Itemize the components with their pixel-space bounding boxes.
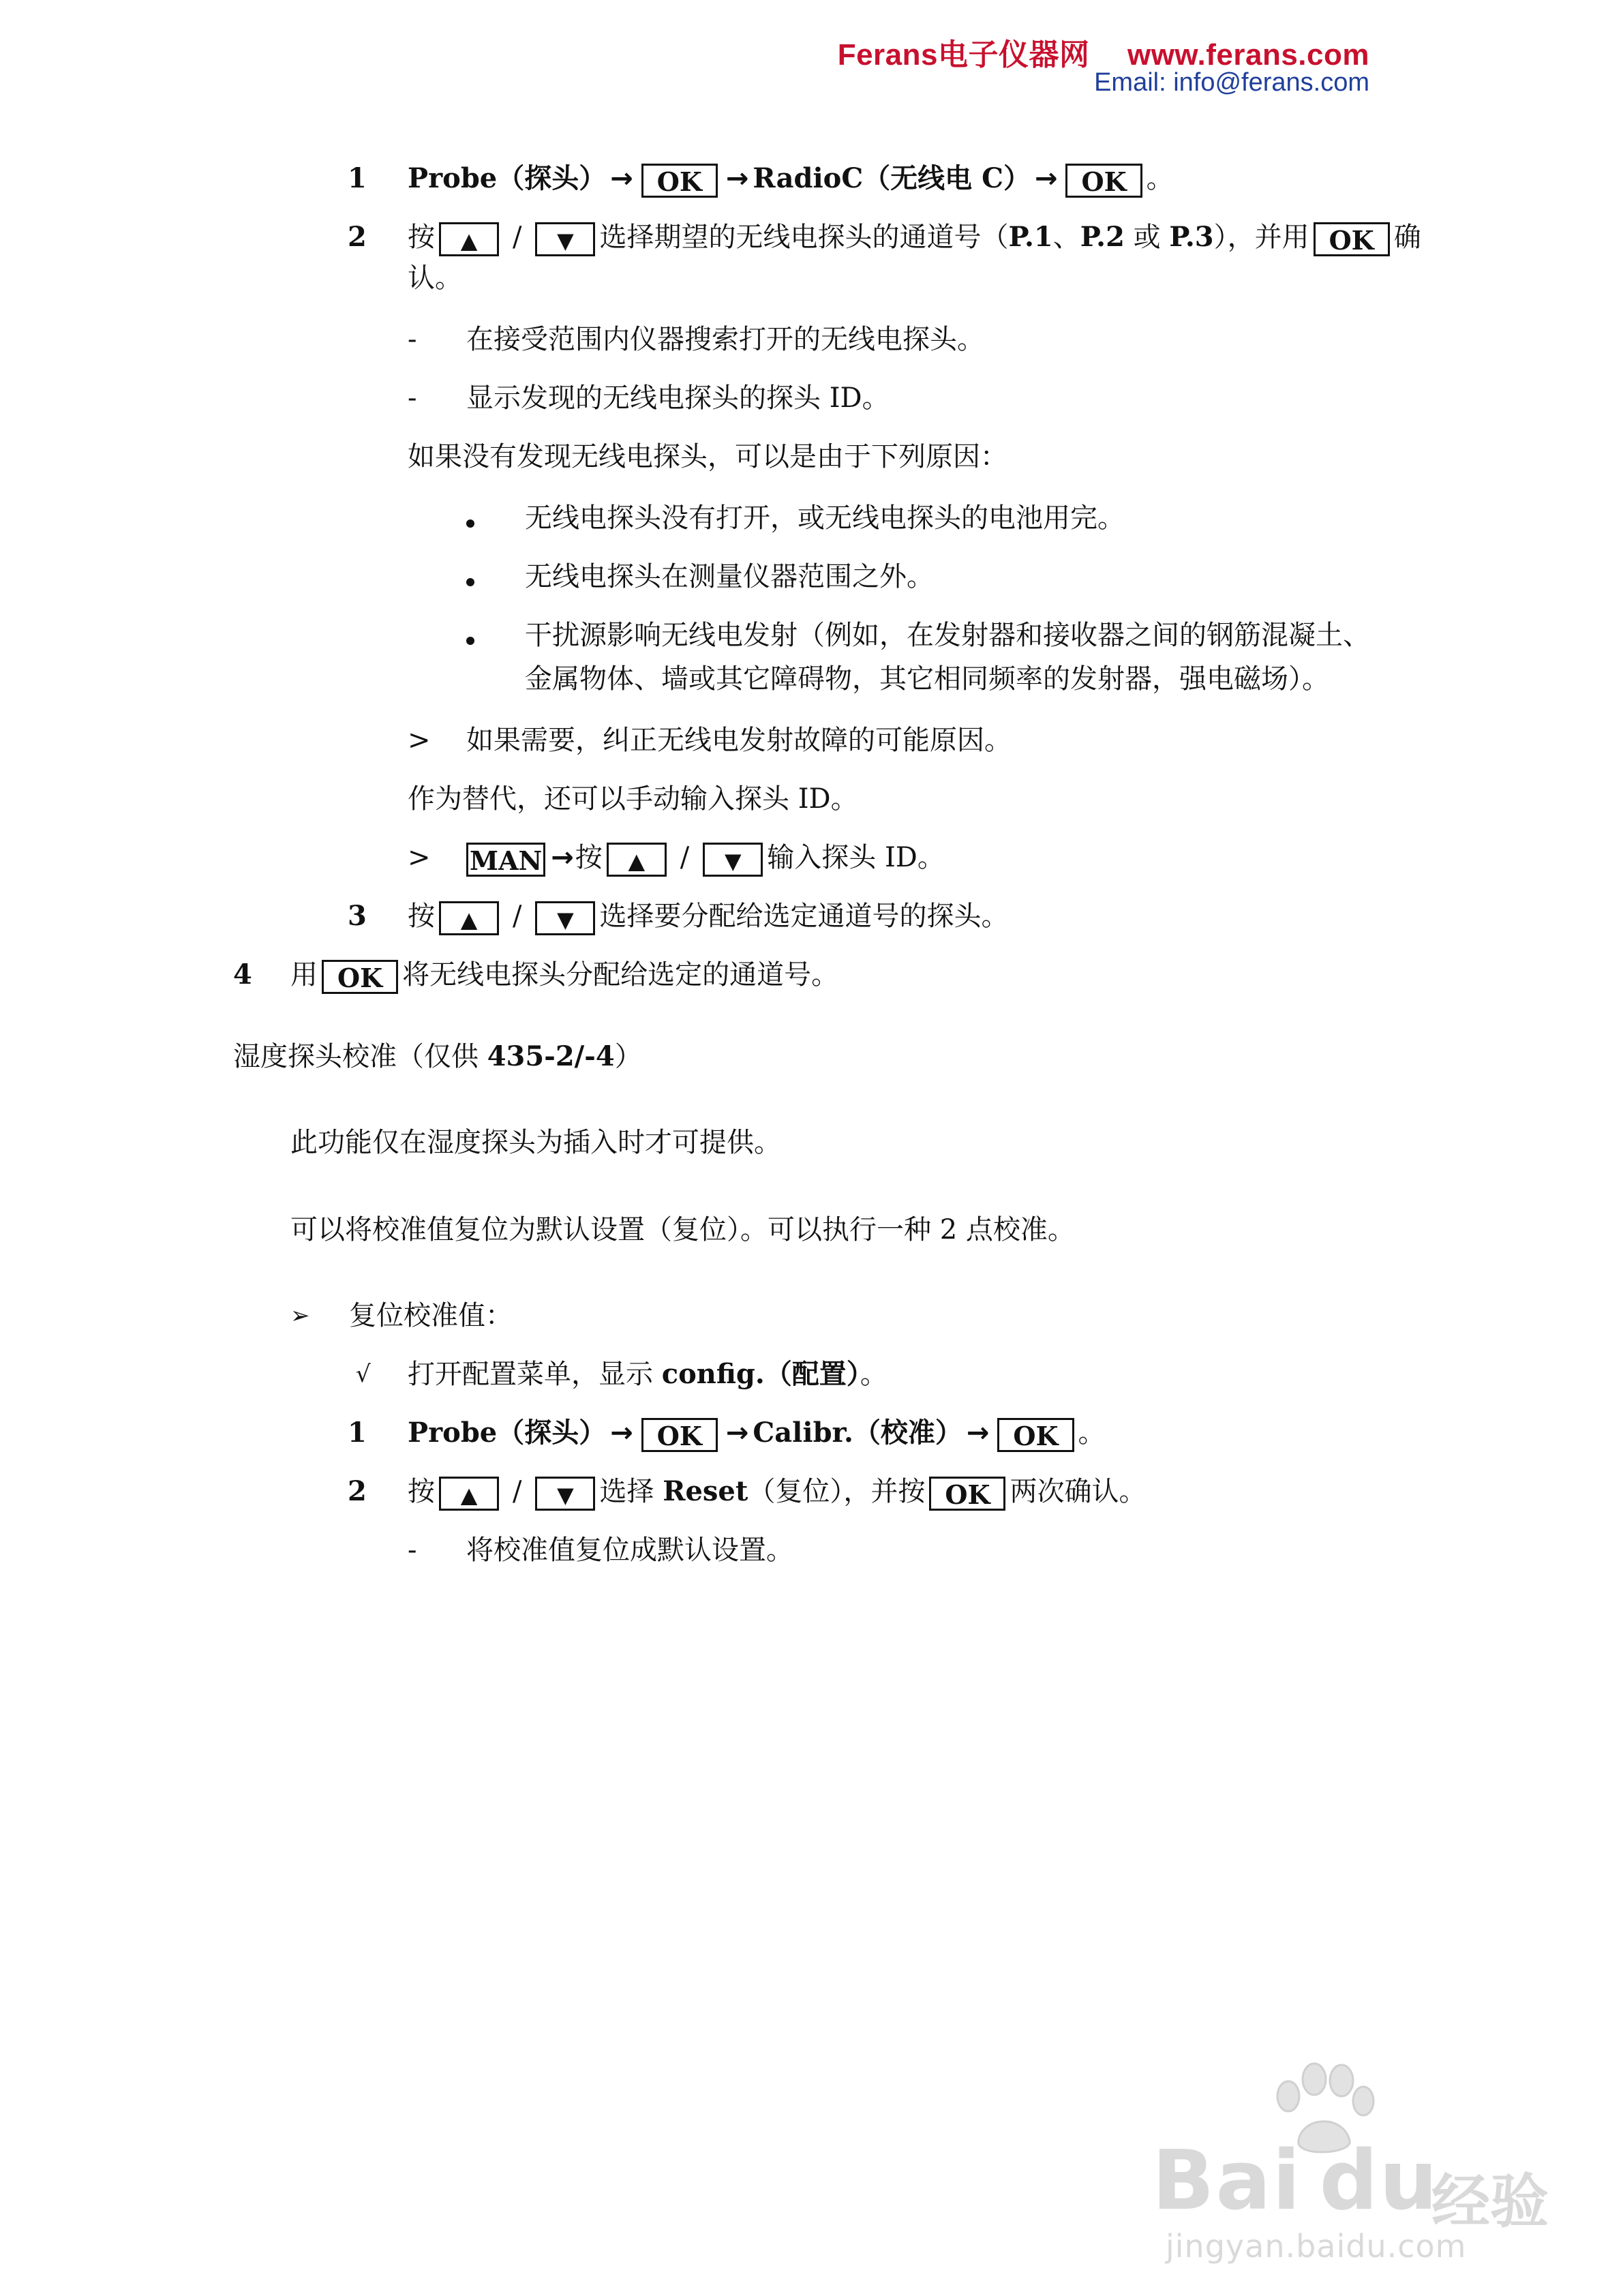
- ok-key: OK: [929, 1477, 1005, 1511]
- step-number: 2: [348, 221, 367, 253]
- arrow-icon: →: [725, 1417, 749, 1449]
- step2-line: [408, 218, 1421, 256]
- calibr-menu-label: Calibr.（校准）: [753, 1417, 962, 1449]
- paragraph: 此功能仅在湿度探头为插入时才可提供。: [290, 1127, 781, 1158]
- step-number: 1: [348, 162, 367, 194]
- up-arrow-key-icon: ▲: [439, 1477, 499, 1511]
- ok-key: OK: [1065, 164, 1142, 198]
- ok-key: OK: [641, 1418, 718, 1452]
- step-text: 选择: [599, 1476, 663, 1507]
- reason-bullet-continuation: 金属物体、墙或其它障碍物，其它相同频率的发射器，强电磁场）。: [525, 663, 1329, 695]
- step-text: 选择期望的无线电探头的通道号（: [599, 222, 1009, 253]
- calib-step2-line: [408, 1472, 1146, 1511]
- step-number: 3: [348, 900, 367, 932]
- arrow-icon: →: [725, 163, 749, 194]
- dash-marker: -: [408, 1535, 417, 1566]
- watermark-url: jingyan.baidu.com: [1166, 2228, 1467, 2265]
- baidu-watermark: [1152, 2059, 1588, 2263]
- dash-item: 将校准值复位成默认设置。: [466, 1535, 793, 1566]
- reason-intro: 如果没有发现无线电探头，可以是由于下列原因：: [408, 441, 1007, 472]
- probe-menu-label: Probe（探头）: [408, 1417, 607, 1449]
- bullet-icon: [466, 519, 474, 528]
- dash-marker: -: [408, 324, 417, 355]
- paragraph: 可以将校准值复位为默认设置（复位）。可以执行一种 2 点校准。: [290, 1214, 1075, 1245]
- step-number: 4: [233, 958, 252, 991]
- slash: /: [513, 222, 522, 253]
- reason-bullet: 无线电探头没有打开，或无线电探头的电池用完。: [525, 502, 1125, 534]
- punctuation: 。: [1146, 163, 1174, 194]
- arrow-icon: →: [551, 842, 574, 873]
- header-email[interactable]: Email: info@ferans.com: [1094, 68, 1369, 97]
- ok-key: OK: [322, 960, 398, 994]
- dash-marker: -: [408, 382, 417, 414]
- step-text: ），并用: [1213, 222, 1309, 253]
- config-label: config.（配置）: [661, 1358, 860, 1390]
- slash: /: [513, 1476, 522, 1507]
- model-number: 435-2/-4: [487, 1040, 615, 1072]
- step-text: 按: [575, 842, 603, 873]
- step-text: 选择要分配给选定通道号的探头。: [599, 901, 1009, 932]
- down-arrow-key-icon: ▼: [703, 843, 763, 877]
- probe-menu-label: Probe（探头）: [408, 162, 607, 194]
- step-number: 2: [348, 1475, 367, 1507]
- down-arrow-key-icon: ▼: [535, 222, 595, 256]
- man-line: [466, 839, 945, 877]
- step-text: 或: [1124, 222, 1170, 253]
- down-arrow-key-icon: ▼: [535, 901, 595, 935]
- up-arrow-key-icon: ▲: [607, 843, 667, 877]
- channel-label: P.2: [1080, 221, 1125, 253]
- step-text: 、: [1052, 222, 1080, 253]
- site-header-brand: [838, 30, 1369, 74]
- section-heading: [233, 1038, 642, 1076]
- reset-heading: 复位校准值：: [349, 1300, 513, 1331]
- reason-bullet: 无线电探头在测量仪器范围之外。: [525, 561, 934, 592]
- ok-key: OK: [1314, 222, 1390, 256]
- fix-text: 如果需要，纠正无线电发射故障的可能原因。: [466, 725, 1012, 756]
- dash-item: 显示发现的无线电探头的探头 ID。: [466, 382, 890, 414]
- jingyan-logo-text: 经验: [1431, 2168, 1549, 2236]
- step-text: 按: [408, 901, 435, 932]
- punctuation: 。: [860, 1359, 888, 1390]
- result-marker: >: [408, 842, 431, 873]
- slash: /: [513, 901, 522, 932]
- checkmark-icon: √: [356, 1361, 371, 1388]
- punctuation: 。: [1078, 1417, 1106, 1449]
- up-arrow-key-icon: ▲: [439, 222, 499, 256]
- channel-label: P.3: [1169, 221, 1214, 253]
- baidu-logo-text: Bai: [1152, 2134, 1302, 2229]
- ok-key: OK: [997, 1418, 1074, 1452]
- step-text: 输入探头 ID。: [767, 842, 945, 873]
- heading-text: ）: [614, 1041, 642, 1072]
- alternative-text: 作为替代，还可以手动输入探头 ID。: [408, 783, 858, 815]
- bullet-icon: [466, 637, 474, 645]
- brand-name: Ferans电子仪器网: [837, 38, 1090, 72]
- up-arrow-key-icon: ▲: [439, 901, 499, 935]
- bullet-icon: [466, 578, 474, 586]
- reset-label: Reset: [663, 1475, 748, 1507]
- step2-continuation: 认。: [408, 262, 462, 294]
- step-number: 1: [348, 1417, 367, 1449]
- channel-label: P.1: [1008, 221, 1053, 253]
- heading-text: 湿度探头校准（仅供: [233, 1041, 487, 1072]
- down-arrow-key-icon: ▼: [535, 1477, 595, 1511]
- arrow-icon: →: [966, 1417, 990, 1449]
- calib-step1-line: [408, 1414, 1106, 1452]
- step-text: 将无线电探头分配给选定的通道号。: [402, 959, 839, 991]
- radio-menu-label: RadioC（无线电 C）: [753, 162, 1031, 194]
- step-text: （复位），并按: [748, 1476, 926, 1507]
- step-text: 按: [408, 1476, 435, 1507]
- baidu-logo-text: du: [1319, 2134, 1439, 2229]
- dash-item: 在接受范围内仪器搜索打开的无线电探头。: [466, 324, 984, 355]
- step-text: 打开配置菜单，显示: [408, 1359, 662, 1390]
- arrow-icon: →: [610, 163, 633, 194]
- reason-bullet: 干扰源影响无线电发射（例如，在发射器和接收器之间的钢筋混凝土、: [525, 620, 1370, 651]
- prerequisite-line: [408, 1355, 888, 1393]
- slash: /: [680, 842, 690, 873]
- man-key: MAN: [466, 843, 545, 877]
- step1-line: [408, 160, 1174, 198]
- arrow-icon: →: [610, 1417, 633, 1449]
- step3-line: [408, 897, 1008, 935]
- step-text: 按: [408, 222, 435, 253]
- ok-key: OK: [641, 164, 718, 198]
- arrowhead-bullet-icon: ➢: [290, 1302, 310, 1329]
- result-marker: >: [408, 725, 431, 756]
- website-link[interactable]: www.ferans.com: [1127, 38, 1369, 72]
- step-text: 用: [290, 959, 318, 991]
- step-text: 两次确认。: [1010, 1476, 1147, 1507]
- step-text: 确: [1393, 222, 1421, 253]
- step4-line: [290, 956, 838, 994]
- arrow-icon: →: [1034, 163, 1058, 194]
